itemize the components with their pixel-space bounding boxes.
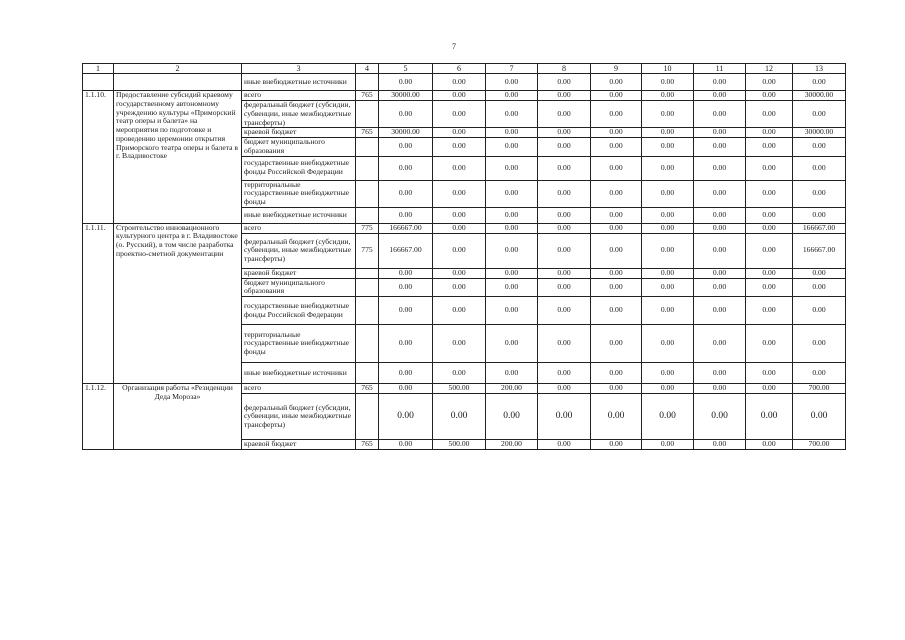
amount-cell: 0.00 <box>486 325 538 363</box>
amount-cell: 0.00 <box>486 363 538 384</box>
amount-cell: 0.00 <box>591 394 642 440</box>
column-header: 8 <box>538 64 591 74</box>
funding-source: государственные внебюджетные фонды Российской Федерации <box>242 156 356 180</box>
amount-cell: 0.00 <box>591 233 642 268</box>
amount-cell: 0.00 <box>486 268 538 278</box>
amount-cell: 0.00 <box>591 325 642 363</box>
funding-source: всего <box>242 384 356 394</box>
amount-cell: 0.00 <box>538 74 591 91</box>
amount-cell: 30000.00 <box>379 91 433 101</box>
funding-source: бюджет муниципального образования <box>242 138 356 156</box>
amount-cell: 0.00 <box>591 384 642 394</box>
budget-code: 765 <box>356 91 379 101</box>
amount-cell: 0.00 <box>538 394 591 440</box>
amount-cell: 0.00 <box>433 91 486 101</box>
amount-cell: 700.00 <box>793 440 846 450</box>
amount-cell: 0.00 <box>746 278 793 296</box>
amount-cell: 30000.00 <box>793 128 846 138</box>
budget-code <box>356 74 379 91</box>
amount-cell: 0.00 <box>379 325 433 363</box>
amount-cell: 0.00 <box>642 233 694 268</box>
column-header: 2 <box>114 64 242 74</box>
budget-code <box>356 394 379 440</box>
amount-cell: 0.00 <box>746 325 793 363</box>
amount-cell: 0.00 <box>694 101 746 128</box>
amount-cell: 0.00 <box>793 325 846 363</box>
amount-cell: 0.00 <box>642 325 694 363</box>
column-header: 7 <box>486 64 538 74</box>
amount-cell: 166667.00 <box>379 223 433 233</box>
column-header: 5 <box>379 64 433 74</box>
amount-cell: 500.00 <box>433 440 486 450</box>
amount-cell: 0.00 <box>793 74 846 91</box>
item-name: Организация работы «Резиденции Деда Мороза» <box>114 384 242 450</box>
amount-cell: 0.00 <box>793 180 846 207</box>
amount-cell: 0.00 <box>793 101 846 128</box>
table-row <box>83 91 846 101</box>
column-header: 13 <box>793 64 846 74</box>
budget-code <box>356 268 379 278</box>
amount-cell: 0.00 <box>538 278 591 296</box>
amount-cell: 0.00 <box>538 325 591 363</box>
amount-cell: 0.00 <box>694 91 746 101</box>
amount-cell: 166667.00 <box>379 233 433 268</box>
column-header: 10 <box>642 64 694 74</box>
amount-cell: 0.00 <box>379 268 433 278</box>
funding-source: государственные внебюджетные фонды Российской Федерации <box>242 297 356 325</box>
column-header: 6 <box>433 64 486 74</box>
amount-cell: 0.00 <box>746 91 793 101</box>
amount-cell: 0.00 <box>694 156 746 180</box>
amount-cell: 0.00 <box>486 138 538 156</box>
amount-cell: 0.00 <box>379 440 433 450</box>
amount-cell: 0.00 <box>433 363 486 384</box>
amount-cell: 500.00 <box>433 384 486 394</box>
budget-code <box>356 180 379 207</box>
amount-cell: 0.00 <box>591 363 642 384</box>
amount-cell: 0.00 <box>694 325 746 363</box>
amount-cell: 0.00 <box>694 207 746 223</box>
item-id: 1.1.12. <box>83 384 114 450</box>
column-header: 4 <box>356 64 379 74</box>
amount-cell: 0.00 <box>694 384 746 394</box>
amount-cell: 0.00 <box>694 128 746 138</box>
amount-cell: 0.00 <box>486 394 538 440</box>
amount-cell: 0.00 <box>433 180 486 207</box>
column-header: 3 <box>242 64 356 74</box>
budget-code <box>356 297 379 325</box>
budget-code: 765 <box>356 440 379 450</box>
amount-cell: 0.00 <box>538 91 591 101</box>
amount-cell: 0.00 <box>486 74 538 91</box>
budget-code <box>356 325 379 363</box>
item-id-cell <box>83 74 114 91</box>
amount-cell: 0.00 <box>486 91 538 101</box>
amount-cell: 0.00 <box>591 128 642 138</box>
amount-cell: 0.00 <box>694 297 746 325</box>
amount-cell: 0.00 <box>642 128 694 138</box>
amount-cell: 0.00 <box>486 128 538 138</box>
amount-cell: 0.00 <box>642 91 694 101</box>
amount-cell: 0.00 <box>793 156 846 180</box>
funding-source: территориальные государственные внебюджетные фонды <box>242 180 356 207</box>
amount-cell: 0.00 <box>538 363 591 384</box>
funding-source: федеральный бюджет (субсидии, субвенции, иные межбюджетные трансферты) <box>242 101 356 128</box>
amount-cell: 0.00 <box>486 233 538 268</box>
amount-cell: 0.00 <box>379 101 433 128</box>
amount-cell: 0.00 <box>591 440 642 450</box>
column-header-row <box>83 64 846 74</box>
budget-code: 765 <box>356 128 379 138</box>
funding-source: федеральный бюджет (субсидии, субвенции, иные межбюджетные трансферты) <box>242 394 356 440</box>
amount-cell: 0.00 <box>746 384 793 394</box>
budget-code: 775 <box>356 223 379 233</box>
amount-cell: 0.00 <box>486 207 538 223</box>
amount-cell: 700.00 <box>793 384 846 394</box>
amount-cell: 0.00 <box>538 180 591 207</box>
amount-cell: 0.00 <box>746 101 793 128</box>
amount-cell: 0.00 <box>538 101 591 128</box>
budget-code <box>356 138 379 156</box>
amount-cell: 0.00 <box>538 297 591 325</box>
amount-cell: 0.00 <box>538 233 591 268</box>
amount-cell: 200.00 <box>486 384 538 394</box>
budget-code <box>356 101 379 128</box>
amount-cell: 0.00 <box>694 138 746 156</box>
amount-cell: 0.00 <box>433 268 486 278</box>
budget-code <box>356 207 379 223</box>
amount-cell: 0.00 <box>746 223 793 233</box>
amount-cell: 0.00 <box>433 74 486 91</box>
column-header: 12 <box>746 64 793 74</box>
amount-cell: 0.00 <box>433 156 486 180</box>
amount-cell: 0.00 <box>694 363 746 384</box>
amount-cell: 0.00 <box>642 440 694 450</box>
item-id: 1.1.10. <box>83 91 114 223</box>
amount-cell: 166667.00 <box>793 223 846 233</box>
funding-source: всего <box>242 223 356 233</box>
amount-cell: 200.00 <box>486 440 538 450</box>
amount-cell: 0.00 <box>694 278 746 296</box>
amount-cell: 0.00 <box>433 207 486 223</box>
amount-cell: 0.00 <box>642 384 694 394</box>
amount-cell: 0.00 <box>746 268 793 278</box>
item-name-cell <box>114 74 242 91</box>
amount-cell: 0.00 <box>746 394 793 440</box>
amount-cell: 30000.00 <box>793 91 846 101</box>
amount-cell: 0.00 <box>591 180 642 207</box>
amount-cell: 0.00 <box>538 384 591 394</box>
amount-cell: 0.00 <box>694 440 746 450</box>
amount-cell: 0.00 <box>538 223 591 233</box>
item-id: 1.1.11. <box>83 223 114 383</box>
amount-cell: 0.00 <box>486 156 538 180</box>
amount-cell: 0.00 <box>746 138 793 156</box>
funding-source: федеральный бюджет (субсидии, субвенции, иные межбюджетные трансферты) <box>242 233 356 268</box>
amount-cell: 0.00 <box>591 223 642 233</box>
amount-cell: 0.00 <box>746 297 793 325</box>
amount-cell: 0.00 <box>433 223 486 233</box>
column-header: 1 <box>83 64 114 74</box>
amount-cell: 166667.00 <box>793 233 846 268</box>
amount-cell: 0.00 <box>746 363 793 384</box>
amount-cell: 0.00 <box>746 74 793 91</box>
item-name: Предоставление субсидий краевому государственному автономному учреждению культуры «Приморский театр оперы и балета» на мероприятия по подготовке и проведению церемонии открытия Приморского театра оперы и балета в г. Владивостоке <box>114 91 242 223</box>
amount-cell: 0.00 <box>793 278 846 296</box>
amount-cell: 0.00 <box>793 138 846 156</box>
budget-code <box>356 278 379 296</box>
budget-code <box>356 363 379 384</box>
amount-cell: 0.00 <box>379 384 433 394</box>
funding-source: территориальные государственные внебюджетные фонды <box>242 325 356 363</box>
amount-cell: 0.00 <box>379 394 433 440</box>
amount-cell: 30000.00 <box>379 128 433 138</box>
amount-cell: 0.00 <box>538 440 591 450</box>
amount-cell: 0.00 <box>694 268 746 278</box>
amount-cell: 0.00 <box>793 207 846 223</box>
budget-code: 775 <box>356 233 379 268</box>
amount-cell: 0.00 <box>538 207 591 223</box>
amount-cell: 0.00 <box>694 223 746 233</box>
amount-cell: 0.00 <box>433 325 486 363</box>
amount-cell: 0.00 <box>486 180 538 207</box>
amount-cell: 0.00 <box>379 363 433 384</box>
table-row <box>83 223 846 233</box>
amount-cell: 0.00 <box>486 101 538 128</box>
table-row <box>83 384 846 394</box>
amount-cell: 0.00 <box>642 180 694 207</box>
amount-cell: 0.00 <box>793 363 846 384</box>
funding-source: краевой бюджет <box>242 268 356 278</box>
amount-cell: 0.00 <box>591 138 642 156</box>
amount-cell: 0.00 <box>433 278 486 296</box>
funding-source: иные внебюджетные источники <box>242 74 356 91</box>
amount-cell: 0.00 <box>642 278 694 296</box>
budget-code: 765 <box>356 384 379 394</box>
amount-cell: 0.00 <box>793 297 846 325</box>
column-header: 11 <box>694 64 746 74</box>
amount-cell: 0.00 <box>433 233 486 268</box>
amount-cell: 0.00 <box>694 180 746 207</box>
amount-cell: 0.00 <box>793 394 846 440</box>
funding-source: бюджет муниципального образования <box>242 278 356 296</box>
amount-cell: 0.00 <box>746 207 793 223</box>
funding-source: краевой бюджет <box>242 128 356 138</box>
amount-cell: 0.00 <box>746 180 793 207</box>
amount-cell: 0.00 <box>694 233 746 268</box>
amount-cell: 0.00 <box>642 207 694 223</box>
amount-cell: 0.00 <box>694 74 746 91</box>
funding-source: краевой бюджет <box>242 440 356 450</box>
amount-cell: 0.00 <box>746 128 793 138</box>
item-name: Строительство инновационного культурного центра в г. Владивостоке (о. Русский), в том числе разработка проектно-сметной документации <box>114 223 242 383</box>
amount-cell: 0.00 <box>486 297 538 325</box>
amount-cell: 0.00 <box>433 394 486 440</box>
amount-cell: 0.00 <box>379 297 433 325</box>
amount-cell: 0.00 <box>379 138 433 156</box>
amount-cell: 0.00 <box>379 74 433 91</box>
amount-cell: 0.00 <box>379 207 433 223</box>
amount-cell: 0.00 <box>538 156 591 180</box>
amount-cell: 0.00 <box>642 363 694 384</box>
funding-source: всего <box>242 91 356 101</box>
amount-cell: 0.00 <box>746 156 793 180</box>
funding-source: иные внебюджетные источники <box>242 363 356 384</box>
table-row <box>83 74 846 91</box>
amount-cell: 0.00 <box>591 207 642 223</box>
budget-code <box>356 156 379 180</box>
amount-cell: 0.00 <box>642 297 694 325</box>
amount-cell: 0.00 <box>433 128 486 138</box>
page-number: 7 <box>452 42 456 51</box>
amount-cell: 0.00 <box>379 278 433 296</box>
amount-cell: 0.00 <box>433 101 486 128</box>
column-header: 9 <box>591 64 642 74</box>
amount-cell: 0.00 <box>379 180 433 207</box>
amount-cell: 0.00 <box>379 156 433 180</box>
amount-cell: 0.00 <box>642 268 694 278</box>
budget-table <box>82 63 846 450</box>
amount-cell: 0.00 <box>642 394 694 440</box>
amount-cell: 0.00 <box>642 101 694 128</box>
amount-cell: 0.00 <box>433 297 486 325</box>
amount-cell: 0.00 <box>538 128 591 138</box>
amount-cell: 0.00 <box>591 101 642 128</box>
amount-cell: 0.00 <box>433 138 486 156</box>
amount-cell: 0.00 <box>591 268 642 278</box>
amount-cell: 0.00 <box>746 233 793 268</box>
amount-cell: 0.00 <box>746 440 793 450</box>
amount-cell: 0.00 <box>793 268 846 278</box>
amount-cell: 0.00 <box>642 223 694 233</box>
amount-cell: 0.00 <box>486 223 538 233</box>
amount-cell: 0.00 <box>642 138 694 156</box>
amount-cell: 0.00 <box>642 156 694 180</box>
amount-cell: 0.00 <box>694 394 746 440</box>
amount-cell: 0.00 <box>538 138 591 156</box>
amount-cell: 0.00 <box>591 156 642 180</box>
amount-cell: 0.00 <box>486 278 538 296</box>
amount-cell: 0.00 <box>591 278 642 296</box>
funding-source: иные внебюджетные источники <box>242 207 356 223</box>
amount-cell: 0.00 <box>538 268 591 278</box>
amount-cell: 0.00 <box>642 74 694 91</box>
amount-cell: 0.00 <box>591 91 642 101</box>
amount-cell: 0.00 <box>591 74 642 91</box>
amount-cell: 0.00 <box>591 297 642 325</box>
